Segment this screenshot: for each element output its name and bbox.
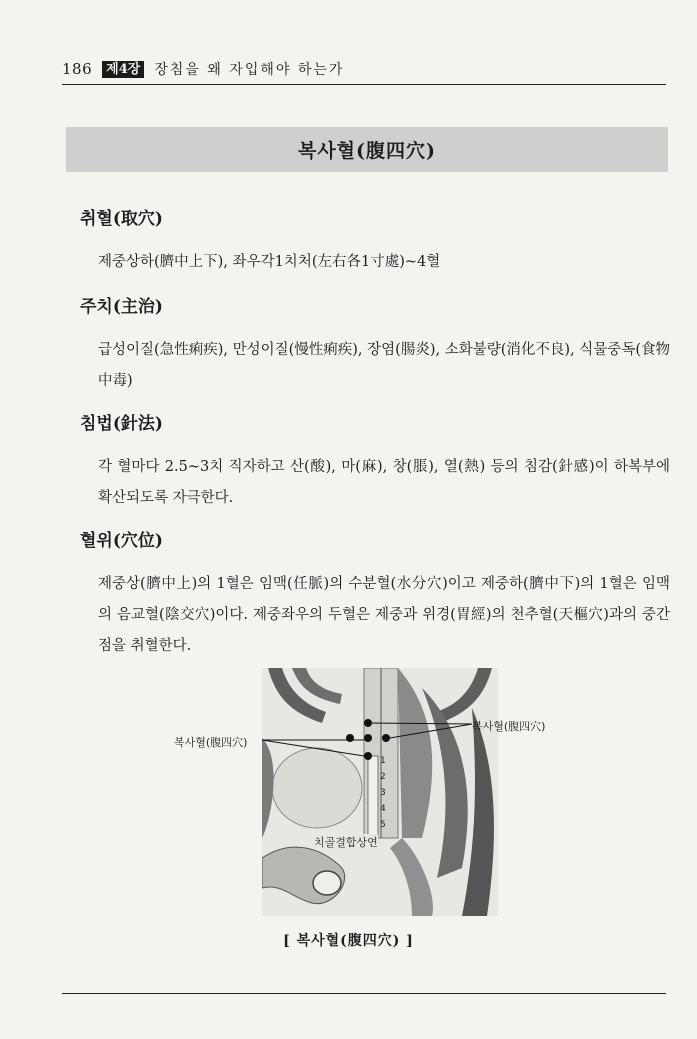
page-header xyxy=(62,54,666,85)
section-heading: 침법(針法) xyxy=(80,414,163,434)
section-heading: 혈위(穴位) xyxy=(80,531,163,551)
scale-mark: 1 xyxy=(380,756,386,766)
scale-mark: 3 xyxy=(380,788,386,798)
section-body: 급성이질(急性痢疾), 만성이질(慢性痢疾), 장염(腸炎), 소화불량(消化不良), 식물중독(食物中毒) xyxy=(98,342,670,389)
figure-label-bottom: 치골결합상연 xyxy=(314,836,378,849)
footer-rule xyxy=(62,993,666,994)
section-heading: 주치(主治) xyxy=(80,297,163,317)
scale-mark: 4 xyxy=(380,804,386,814)
scale-mark: 5 xyxy=(380,820,386,830)
section-acupoint-location xyxy=(80,208,670,278)
section-point-position xyxy=(80,530,670,662)
section-body: 제중상(臍中上)의 1혈은 임맥(任脈)의 수분혈(水分穴)이고 제중하(臍中下)의 1혈은 임맥의 음교혈(陰交穴)이다. 제중좌우의 두혈은 제중과 위경(胃經)의 천추혈(天樞穴)과의 중간점을 취혈한다. xyxy=(98,576,670,654)
title-bar xyxy=(66,127,668,172)
figure-label-right: 복사혈(腹四穴) xyxy=(472,720,546,733)
section-body: 제중상하(臍中上下), 좌우각1치처(左右各1寸處)~4혈 xyxy=(98,254,441,270)
page-number: 186 xyxy=(62,60,93,78)
figure-caption: [ 복사혈(腹四穴) ] xyxy=(283,933,414,949)
section-indications xyxy=(80,296,670,397)
chapter-title: 장침을 왜 자입해야 하는가 xyxy=(154,62,345,78)
section-body: 각 혈마다 2.5~3치 직자하고 산(酸), 마(麻), 창(脹), 열(熱) 등의 침감(針感)이 하복부에 확산되도록 자극한다. xyxy=(98,459,670,506)
chapter-badge: 제4장 xyxy=(102,61,144,78)
page-title: 복사혈(腹四穴) xyxy=(297,140,437,162)
scale-mark: 2 xyxy=(380,772,386,782)
anatomy-figure xyxy=(174,668,546,916)
figure-label-left: 복사혈(腹四穴) xyxy=(174,736,248,749)
section-needling-method xyxy=(80,413,670,514)
section-heading: 취혈(取穴) xyxy=(80,209,163,229)
